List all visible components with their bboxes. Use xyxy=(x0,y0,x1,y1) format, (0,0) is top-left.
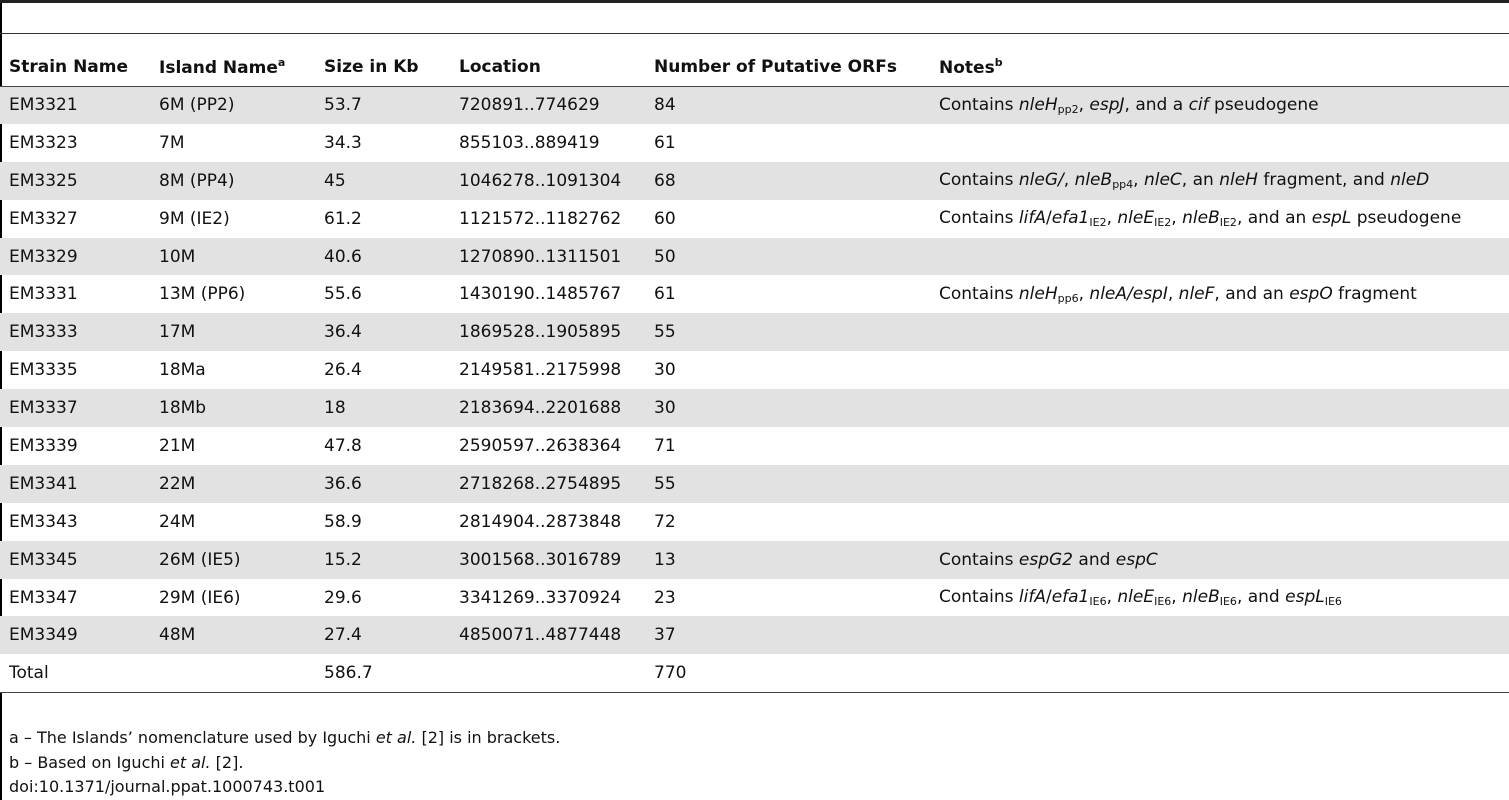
note-gene: nleF xyxy=(1178,283,1215,304)
note-subscript: IE2 xyxy=(1089,216,1107,230)
header-island xyxy=(150,48,315,86)
cell-island: 10M xyxy=(150,238,315,276)
cell-orfs: 61 xyxy=(654,132,676,153)
note-subscript: IE6 xyxy=(1219,595,1237,609)
note-text: / xyxy=(1045,587,1052,608)
note-text: fragment xyxy=(1332,283,1417,304)
note-text: , xyxy=(1171,587,1183,608)
note-text: , xyxy=(1167,283,1179,304)
cell-location: 720891..774629 xyxy=(450,86,645,124)
cell-size: 40.6 xyxy=(315,238,450,276)
note-text: , xyxy=(1078,283,1090,304)
cell-orfs: 84 xyxy=(645,86,930,124)
note-gene: espJ xyxy=(1089,94,1125,115)
note-text: Contains xyxy=(939,170,1019,191)
cell-notes xyxy=(930,275,1509,313)
cell-location: 2718268..2754895 xyxy=(450,465,645,503)
note-gene: nleB xyxy=(1182,587,1220,608)
header-island-label: Island Name xyxy=(159,57,278,78)
cell-orfs: 23 xyxy=(654,587,676,608)
cell-location: 2149581..2175998 xyxy=(459,360,622,381)
cell-size: 45 xyxy=(315,162,450,200)
cell-location: 1430190..1485767 xyxy=(459,284,622,305)
cell-notes xyxy=(930,465,1509,503)
note-text: Contains xyxy=(939,549,1019,570)
note-gene: nleE xyxy=(1117,587,1155,608)
table-row xyxy=(0,427,1509,465)
cell-location: 4850071..4877448 xyxy=(450,616,645,654)
note-text: Contains xyxy=(939,94,1019,115)
note-text: , and a xyxy=(1124,94,1189,115)
note-gene: espG2 xyxy=(1018,549,1073,570)
note-gene: efa1 xyxy=(1051,587,1090,608)
cell-strain: EM3339 xyxy=(9,435,78,456)
cell-size: 586.7 xyxy=(315,654,450,692)
cell-size: 36.4 xyxy=(315,313,450,351)
note-gene: lifA xyxy=(1018,208,1046,229)
cell-orfs: 71 xyxy=(654,435,676,456)
cell-orfs: 72 xyxy=(654,511,676,532)
cell-orfs: 50 xyxy=(645,238,930,276)
cell-location: 2183694..2201688 xyxy=(450,389,645,427)
footnote-text: [2]. xyxy=(210,752,244,772)
note-subscript: pp2 xyxy=(1057,102,1079,116)
cell-orfs: 13 xyxy=(645,541,930,579)
cell-location: 2590597..2638364 xyxy=(459,435,622,456)
cell-size: 36.6 xyxy=(315,465,450,503)
cell-strain: EM3327 xyxy=(9,208,78,229)
note-text: , xyxy=(1133,170,1144,191)
cell-notes xyxy=(930,351,1509,389)
note-text: pseudogene xyxy=(1351,208,1462,229)
note-gene: nleD xyxy=(1390,170,1430,191)
cell-island: 9M (IE2) xyxy=(159,208,230,229)
cell-location xyxy=(450,654,645,692)
cell-island: 18Mb xyxy=(150,389,315,427)
note-text: , and an xyxy=(1214,283,1290,304)
note-gene: nleG/ xyxy=(1018,170,1064,191)
table-row xyxy=(0,465,1509,503)
cell-size: 34.3 xyxy=(324,132,362,153)
cell-location: 855103..889419 xyxy=(459,132,600,153)
cell-strain: EM3347 xyxy=(9,587,78,608)
cell-location: 1869528..1905895 xyxy=(450,313,645,351)
cell-island: 8M (PP4) xyxy=(150,162,315,200)
cell-size: 55.6 xyxy=(324,284,362,305)
footnote-italic: et al. xyxy=(375,728,417,747)
note-gene: nleH xyxy=(1018,283,1058,304)
cell-notes xyxy=(930,427,1509,465)
footnote-line xyxy=(9,726,560,751)
note-subscript: IE6 xyxy=(1089,595,1107,609)
cell-size: 18 xyxy=(315,389,450,427)
note-gene: efa1 xyxy=(1051,208,1090,229)
cell-strain: EM3323 xyxy=(9,132,78,153)
cell-notes xyxy=(930,86,1509,124)
note-gene: espO xyxy=(1289,283,1333,304)
note-subscript: pp6 xyxy=(1057,291,1079,305)
cell-orfs: 30 xyxy=(645,389,930,427)
note-gene: nleE xyxy=(1117,208,1155,229)
cell-notes xyxy=(930,162,1509,200)
cell-strain: EM3345 xyxy=(0,541,150,579)
cell-location: 2814904..2873848 xyxy=(459,511,622,532)
note-text: , an xyxy=(1181,170,1220,191)
table-row xyxy=(0,351,1509,389)
note-text: , xyxy=(1063,170,1075,191)
note-text: , xyxy=(1078,94,1090,115)
cell-size: 47.8 xyxy=(324,435,362,456)
table-row xyxy=(0,124,1509,162)
note-text: , and xyxy=(1236,587,1286,608)
note-gene: nleB xyxy=(1182,208,1220,229)
cell-size: 27.4 xyxy=(315,616,450,654)
cell-size: 15.2 xyxy=(315,541,450,579)
header-notes xyxy=(930,48,1509,86)
cell-island: 29M (IE6) xyxy=(159,587,241,608)
cell-orfs: 68 xyxy=(645,162,930,200)
header-location: Location xyxy=(450,48,645,86)
cell-size: 58.9 xyxy=(324,511,362,532)
note-text: Contains xyxy=(939,283,1019,304)
cell-island: 21M xyxy=(159,435,196,456)
table-row xyxy=(0,389,1509,427)
cell-size: 26.4 xyxy=(324,360,362,381)
footnote-text: b – Based on Iguchi xyxy=(9,752,171,772)
note-gene: espL xyxy=(1311,208,1352,229)
note-gene: lifA xyxy=(1018,587,1046,608)
cell-orfs: 770 xyxy=(645,654,930,692)
cell-orfs: 60 xyxy=(654,208,676,229)
cell-size: 29.6 xyxy=(324,587,362,608)
header-size: Size in Kb xyxy=(315,48,450,86)
top-rule xyxy=(0,0,1509,3)
table-row xyxy=(0,541,1509,579)
table-footnotes xyxy=(9,726,560,800)
note-text: , and an xyxy=(1236,208,1312,229)
cell-notes xyxy=(930,238,1509,276)
cell-location: 3001568..3016789 xyxy=(450,541,645,579)
note-gene: nleB xyxy=(1074,170,1113,191)
footnote-italic: et al. xyxy=(170,752,211,772)
note-subscript: IE2 xyxy=(1154,216,1172,230)
footnote-line xyxy=(9,775,560,800)
note-text: Contains xyxy=(939,208,1019,229)
cell-orfs: 55 xyxy=(645,313,930,351)
cell-orfs: 30 xyxy=(654,360,676,381)
cell-island: 26M (IE5) xyxy=(150,541,315,579)
cell-notes xyxy=(930,579,1509,617)
cell-strain: EM3335 xyxy=(9,360,78,381)
note-text: fragment, and xyxy=(1257,170,1391,191)
cell-strain: EM3343 xyxy=(9,511,78,532)
cell-notes xyxy=(930,616,1509,654)
cell-location: 1121572..1182762 xyxy=(459,208,622,229)
footnote-text: [2] is in brackets. xyxy=(416,728,561,747)
note-text: pseudogene xyxy=(1208,94,1319,115)
note-text: , xyxy=(1171,208,1183,229)
table-row xyxy=(0,162,1509,200)
cell-strain: EM3331 xyxy=(9,284,78,305)
cell-strain: EM3325 xyxy=(0,162,150,200)
footnote-marker-a: a xyxy=(277,55,286,69)
cell-notes xyxy=(930,313,1509,351)
note-gene: cif xyxy=(1188,94,1209,115)
note-text: Contains xyxy=(939,587,1019,608)
cell-notes xyxy=(930,124,1509,162)
caption-rule xyxy=(0,33,1509,34)
cell-island xyxy=(150,654,315,692)
note-subscript: IE6 xyxy=(1154,595,1172,609)
header-strain: Strain Name xyxy=(0,48,150,86)
cell-notes xyxy=(930,654,1509,692)
cell-island: 48M xyxy=(150,616,315,654)
footnote-line xyxy=(9,751,560,776)
header-notes-label: Notes xyxy=(939,57,995,78)
table-row xyxy=(0,579,1509,617)
cell-island: 13M (PP6) xyxy=(159,284,246,305)
table-row xyxy=(0,654,1509,692)
table-row xyxy=(0,616,1509,654)
cell-strain: Total xyxy=(0,654,150,692)
cell-strain: EM3341 xyxy=(0,465,150,503)
cell-orfs: 55 xyxy=(645,465,930,503)
note-text: , xyxy=(1106,208,1118,229)
cell-location: 1046278..1091304 xyxy=(450,162,645,200)
islands-table xyxy=(0,48,1509,693)
cell-strain: EM3349 xyxy=(0,616,150,654)
cell-island: 6M (PP2) xyxy=(150,86,315,124)
cell-notes xyxy=(930,389,1509,427)
note-subscript: pp4 xyxy=(1112,178,1134,192)
cell-notes xyxy=(930,200,1509,238)
table-body xyxy=(0,86,1509,692)
cell-location: 1270890..1311501 xyxy=(450,238,645,276)
table-row xyxy=(0,313,1509,351)
cell-orfs: 37 xyxy=(645,616,930,654)
table-row xyxy=(0,200,1509,238)
cell-location: 3341269..3370924 xyxy=(459,587,622,608)
cell-size: 61.2 xyxy=(324,208,362,229)
cell-island: 7M xyxy=(159,132,185,153)
cell-strain: EM3329 xyxy=(0,238,150,276)
cell-island: 18Ma xyxy=(159,360,206,381)
note-subscript: IE2 xyxy=(1219,216,1237,230)
cell-size: 53.7 xyxy=(315,86,450,124)
cell-orfs: 61 xyxy=(654,284,676,305)
cell-strain: EM3337 xyxy=(0,389,150,427)
note-text: / xyxy=(1045,208,1052,229)
table-row xyxy=(0,503,1509,541)
header-row xyxy=(0,48,1509,86)
note-text: and xyxy=(1073,549,1116,570)
table-row xyxy=(0,275,1509,313)
note-gene: nleC xyxy=(1143,170,1182,191)
cell-island: 24M xyxy=(159,511,196,532)
note-gene: nleA/espI xyxy=(1089,283,1168,304)
cell-island: 17M xyxy=(150,313,315,351)
note-gene: nleH xyxy=(1018,94,1058,115)
footnote-text: a – The Islands’ nomenclature used by Iguchi xyxy=(9,728,376,747)
cell-notes xyxy=(930,503,1509,541)
note-gene: espC xyxy=(1115,549,1158,570)
note-gene: espL xyxy=(1285,587,1325,608)
cell-island: 22M xyxy=(150,465,315,503)
table-row xyxy=(0,238,1509,276)
note-subscript: IE6 xyxy=(1324,595,1342,609)
footnote-text: doi:10.1371/journal.ppat.1000743.t001 xyxy=(9,777,326,796)
note-text: , xyxy=(1106,587,1118,608)
footnote-marker-b: b xyxy=(994,55,1003,69)
cell-strain: EM3321 xyxy=(0,86,150,124)
cell-strain: EM3333 xyxy=(0,313,150,351)
cell-notes xyxy=(930,541,1509,579)
header-orfs: Number of Putative ORFs xyxy=(645,48,930,86)
table-row xyxy=(0,86,1509,124)
note-gene: nleH xyxy=(1219,170,1258,191)
